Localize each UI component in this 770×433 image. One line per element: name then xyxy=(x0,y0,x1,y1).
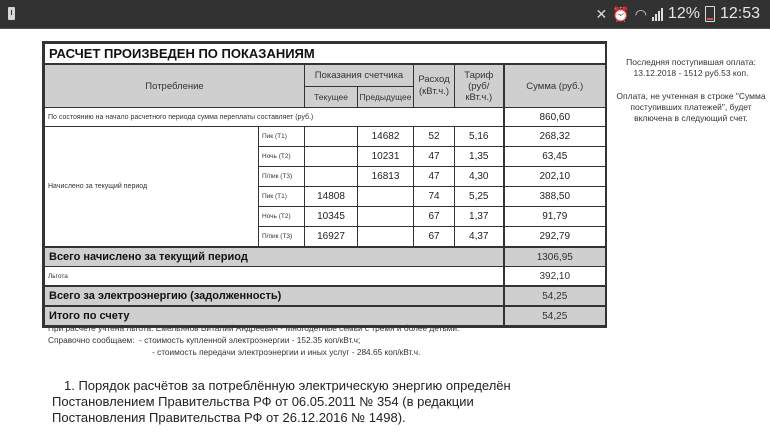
header-usage: Расход (кВт.ч.) xyxy=(414,64,455,108)
tariff-zone: Ночь (T2) xyxy=(259,147,305,167)
purchased-energy-cost-note: Справочно сообщаем: - стоимость купленной электроэнергии - 152.35 коп/кВт.ч; xyxy=(48,335,361,345)
law-line-2: Постановлением Правительства РФ от 06.05.2011 № 354 (в редакции xyxy=(52,394,474,409)
tariff-zone: Ночь (T2) xyxy=(259,207,305,227)
tariff-zone: П/пик (T3) xyxy=(259,227,305,248)
tariff-zone: П/пик (T3) xyxy=(259,167,305,187)
battery-percent: 12% xyxy=(667,5,700,22)
current-reading xyxy=(305,127,358,147)
tariff-value: 1,37 xyxy=(455,207,504,227)
header-sum: Сумма (руб.) xyxy=(504,64,606,108)
usage-value: 67 xyxy=(414,207,455,227)
electricity-debt-sum: 54,25 xyxy=(504,286,606,306)
last-payment-title: Последняя поступившая оплата: xyxy=(626,57,756,67)
opening-balance-sum: 860,60 xyxy=(504,108,606,127)
current-reading: 10345 xyxy=(305,207,358,227)
electricity-debt-row xyxy=(45,286,606,306)
previous-reading xyxy=(358,227,414,248)
header-tariff: Тариф (руб/ кВт.ч.) xyxy=(455,64,504,108)
previous-reading: 16813 xyxy=(358,167,414,187)
table-row xyxy=(45,127,606,147)
current-reading: 16927 xyxy=(305,227,358,248)
tariff-value: 1,35 xyxy=(455,147,504,167)
benefit-label: Льгота xyxy=(45,267,504,287)
tariff-zone: Пик (T1) xyxy=(259,127,305,147)
bill-total-label: Итого по счету xyxy=(45,306,504,326)
sum-value: 63,45 xyxy=(504,147,606,167)
opening-balance-row xyxy=(45,108,606,127)
calculation-table xyxy=(42,41,607,328)
header-current: Текущее xyxy=(305,87,358,108)
header-consumption: Потребление xyxy=(45,64,305,108)
law-line-3: Постановления Правительства РФ от 26.12.2016 № 1498). xyxy=(52,410,406,425)
usage-value: 67 xyxy=(414,227,455,248)
current-reading: 14808 xyxy=(305,187,358,207)
sum-value: 91,79 xyxy=(504,207,606,227)
tariff-value: 4,30 xyxy=(455,167,504,187)
mute-vibrate-icon: ✕ xyxy=(595,6,608,22)
tariff-value: 5,16 xyxy=(455,127,504,147)
total-charged-label: Всего начислено за текущий период xyxy=(45,247,504,267)
last-payment-value: 13.12.2018 - 1512 руб.53 коп. xyxy=(633,68,749,78)
table-title: РАСЧЕТ ПРОИЗВЕДЕН ПО ПОКАЗАНИЯМ xyxy=(45,44,606,65)
current-reading xyxy=(305,147,358,167)
law-line-1: 1. Порядок расчётов за потреблённую электрическую энергию определён xyxy=(64,378,511,393)
sum-value: 202,10 xyxy=(504,167,606,187)
tariff-value: 4,37 xyxy=(455,227,504,248)
transmission-cost-note: - стоимость передачи электроэнергии и иных услуг - 284.65 коп/кВт.ч. xyxy=(152,347,421,357)
benefit-row xyxy=(45,267,606,287)
previous-reading xyxy=(358,187,414,207)
law-reference-note xyxy=(52,378,592,426)
wifi-icon: ◠ xyxy=(634,6,647,22)
benefit-note: При расчете учтена льгота: Емельянов Виталий Андреевич - Многодетные семьи с тремя и более детьми. xyxy=(48,323,460,333)
signal-icon xyxy=(652,7,663,21)
charged-period-label: Начислено за текущий период xyxy=(45,127,259,248)
clock: 12:53 xyxy=(719,5,760,22)
status-icons xyxy=(596,4,760,24)
battery-icon xyxy=(705,6,715,22)
battery-alert-icon xyxy=(8,7,15,20)
opening-balance-label: По состоянию на начало расчетного периода сумма переплаты составляет (руб.) xyxy=(45,108,504,127)
usage-value: 47 xyxy=(414,167,455,187)
footer-notes xyxy=(48,322,459,358)
sum-value: 268,32 xyxy=(504,127,606,147)
usage-value: 74 xyxy=(414,187,455,207)
previous-reading: 14682 xyxy=(358,127,414,147)
previous-reading: 10231 xyxy=(358,147,414,167)
unaccounted-payment-note: Оплата, не учтенная в строке "Сумма поступивших платежей", будет включена в следующий счет. xyxy=(616,91,766,123)
total-charged-row xyxy=(45,247,606,267)
status-bar xyxy=(0,0,770,29)
header-meter-readings: Показания счетчика xyxy=(305,64,414,87)
sum-value: 388,50 xyxy=(504,187,606,207)
benefit-sum: 392,10 xyxy=(504,267,606,287)
sum-value: 292,79 xyxy=(504,227,606,248)
bill-total-sum: 54,25 xyxy=(504,306,606,326)
previous-reading xyxy=(358,207,414,227)
tariff-value: 5,25 xyxy=(455,187,504,207)
electricity-debt-label: Всего за электроэнергию (задолженность) xyxy=(45,286,504,306)
usage-value: 52 xyxy=(414,127,455,147)
total-charged-sum: 1306,95 xyxy=(504,247,606,267)
header-previous: Предыдущее xyxy=(358,87,414,108)
alarm-icon: ⏰ xyxy=(612,6,630,22)
usage-value: 47 xyxy=(414,147,455,167)
tariff-zone: Пик (T1) xyxy=(259,187,305,207)
payment-side-note xyxy=(612,57,770,124)
current-reading xyxy=(305,167,358,187)
